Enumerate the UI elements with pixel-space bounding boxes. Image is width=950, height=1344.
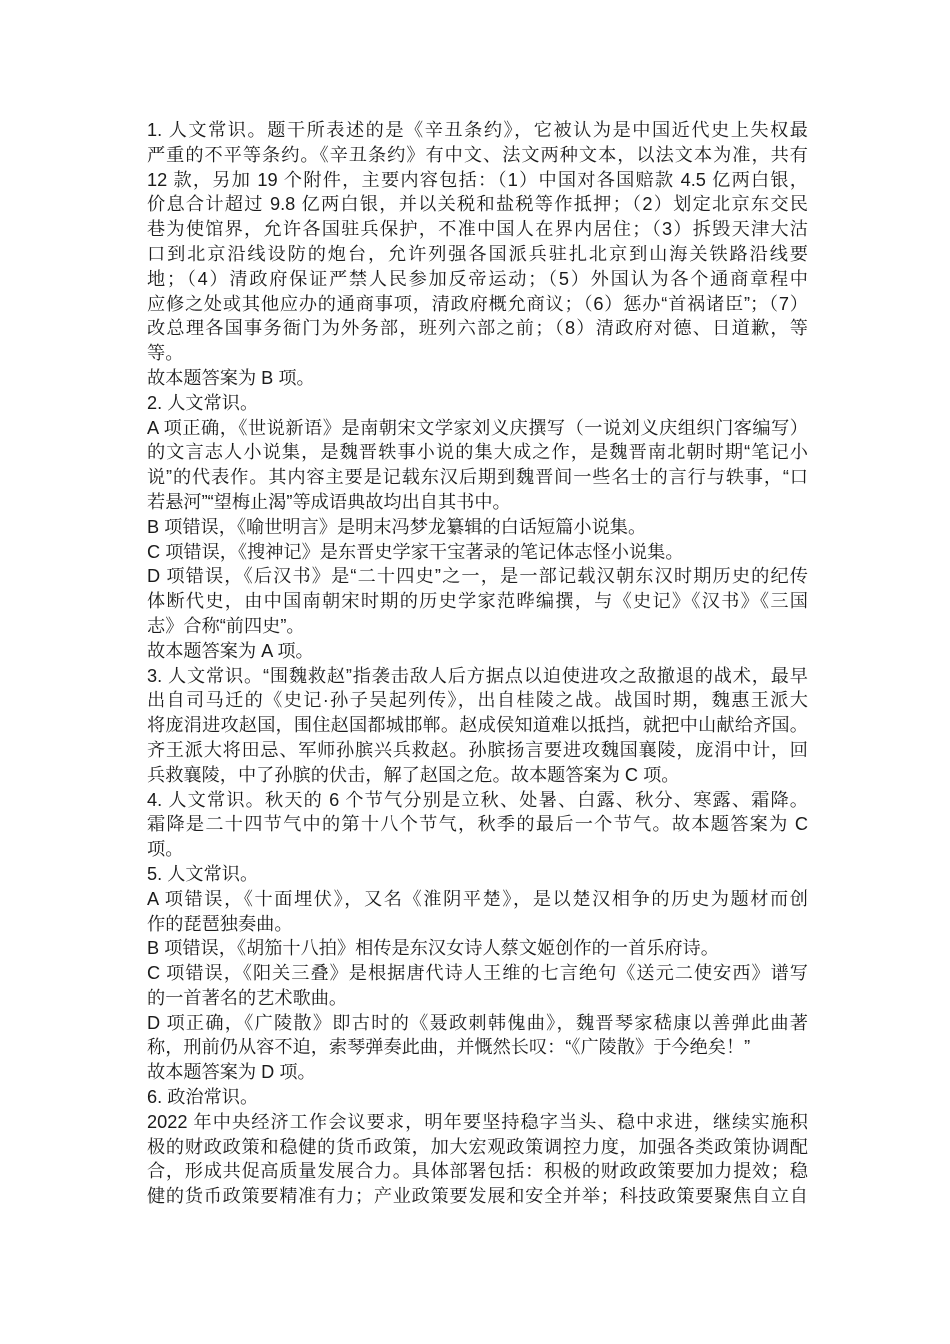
paragraph-16 bbox=[147, 1060, 808, 1085]
text-line: 2022 年中央经济工作会议要求，明年要坚持稳字当头、稳中求进，继续实施积 bbox=[147, 1111, 808, 1132]
text-line: 志》合称“前四史”。 bbox=[147, 615, 305, 636]
paragraph-6 bbox=[147, 540, 808, 565]
text-line: C 项错误，《阳关三叠》是根据唐代诗人王维的七言绝句《送元二使安西》谱写 bbox=[147, 963, 808, 984]
paragraph-7 bbox=[147, 564, 808, 638]
text-line: A 项正确，《世说新语》是南朝宋文学家刘义庆撰写（一说刘义庆组织门客编写） bbox=[147, 417, 808, 438]
text-line: 故本题答案为 A 项。 bbox=[147, 640, 314, 661]
document-body bbox=[147, 118, 808, 1209]
text-line: 的一首著名的艺术歌曲。 bbox=[147, 987, 348, 1008]
text-line: 改总理各国事务衙门为外务部，班列六部之前；（8）清政府对德、日道歉，等 bbox=[147, 318, 808, 339]
paragraph-9 bbox=[147, 664, 808, 788]
text-line: 5. 人文常识。 bbox=[147, 863, 259, 884]
paragraph-10 bbox=[147, 788, 808, 862]
text-line: 健的货币政策要精准有力；产业政策要发展和安全并举；科技政策要聚焦自立自 bbox=[147, 1186, 808, 1207]
text-line: 3. 人文常识。“围魏救赵”指袭击敌人后方据点以迫使进攻之敌撤退的战术，最早 bbox=[147, 665, 808, 686]
text-line: 巷为使馆界，允许各国驻兵保护，不准中国人在界内居住；（3）拆毁天津大沽 bbox=[147, 219, 808, 240]
text-line: 的文言志人小说集，是魏晋轶事小说的集大成之作，是魏晋南北朝时期“笔记小 bbox=[147, 442, 808, 463]
text-line: B 项错误，《喻世明言》是明末冯梦龙纂辑的白话短篇小说集。 bbox=[147, 516, 647, 537]
text-line: 说”的代表作。其内容主要是记载东汉后期到魏晋间一些名士的言行与轶事，“口 bbox=[147, 467, 808, 488]
text-line: 兵救襄陵，中了孙膑的伏击，解了赵国之危。故本题答案为 C 项。 bbox=[147, 764, 680, 785]
paragraph-2 bbox=[147, 366, 808, 391]
text-line: 称，刑前仍从容不迫，索琴弹奏此曲，并慨然长叹：“《广陵散》于今绝矣！” bbox=[147, 1037, 751, 1058]
text-line: 齐王派大将田忌、军师孙膑兴兵救赵。孙膑扬言要进攻魏国襄陵，庞涓中计，回 bbox=[147, 739, 808, 760]
paragraph-13 bbox=[147, 936, 808, 961]
text-line: A 项错误，《十面埋伏》，又名《淮阴平楚》，是以楚汉相争的历史为题材而创 bbox=[147, 888, 808, 909]
paragraph-8 bbox=[147, 639, 808, 664]
text-line: 1. 人文常识。题干所表述的是《辛丑条约》，它被认为是中国近代史上失权最 bbox=[147, 120, 808, 140]
text-line: D 项正确，《广陵散》即古时的《聂政刺韩傀曲》，魏晋琴家嵇康以善弹此曲著 bbox=[147, 1012, 808, 1033]
text-line: 价息合计超过 9.8 亿两白银，并以关税和盐税等作抵押；（2）划定北京东交民 bbox=[147, 194, 808, 215]
text-line: 严重的不平等条约。《辛丑条约》有中文、法文两种文本，以法文本为准，共有 bbox=[147, 144, 808, 165]
text-line: 出自司马迁的《史记·孙子吴起列传》，出自桂陵之战。战国时期，魏惠王派大 bbox=[147, 690, 808, 711]
paragraph-18 bbox=[147, 1110, 808, 1209]
text-line: 霜降是二十四节气中的第十八个节气，秋季的最后一个节气。故本题答案为 C bbox=[147, 814, 808, 835]
text-line: 应修之处或其他应办的通商事项，清政府概允商议；（6）惩办“首祸诸臣”；（7） bbox=[147, 293, 808, 314]
paragraph-5 bbox=[147, 515, 808, 540]
paragraph-4 bbox=[147, 416, 808, 515]
text-line: 项。 bbox=[147, 839, 184, 860]
paragraph-15 bbox=[147, 1011, 808, 1061]
text-line: 若悬河”“望梅止渴”等成语典故均出自其书中。 bbox=[147, 491, 511, 512]
paragraph-1 bbox=[147, 118, 808, 366]
paragraph-12 bbox=[147, 887, 808, 937]
text-line: 12 款，另加 19 个附件，主要内容包括：（1）中国对各国赔款 4.5 亿两白银， bbox=[147, 169, 808, 190]
text-line: 作的琵琶独奏曲。 bbox=[147, 913, 293, 934]
text-line: 2. 人文常识。 bbox=[147, 392, 259, 413]
text-line: 合，形成共促高质量发展合力。具体部署包括：积极的财政政策要加力提效；稳 bbox=[147, 1161, 808, 1182]
paragraph-3 bbox=[147, 391, 808, 416]
text-line: 故本题答案为 D 项。 bbox=[147, 1062, 316, 1083]
text-line: 地；（4）清政府保证严禁人民参加反帝运动；（5）外国认为各个通商章程中 bbox=[147, 268, 808, 289]
text-line: C 项错误，《搜神记》是东晋史学家干宝著录的笔记体志怪小说集。 bbox=[147, 541, 684, 562]
paragraph-11 bbox=[147, 862, 808, 887]
text-line: 4. 人文常识。秋天的 6 个节气分别是立秋、处暑、白露、秋分、寒露、霜降。 bbox=[147, 789, 808, 810]
text-line: 6. 政治常识。 bbox=[147, 1087, 259, 1108]
text-line: 将庞涓进攻赵国，围住赵国都城邯郸。赵成侯知道难以抵挡，就把中山献给齐国。 bbox=[147, 715, 808, 736]
text-line: 等。 bbox=[147, 343, 184, 364]
text-line: 体断代史，由中国南朝宋时期的历史学家范晔编撰，与《史记》《汉书》《三国 bbox=[147, 591, 808, 612]
text-line: B 项错误，《胡笳十八拍》相传是东汉女诗人蔡文姬创作的一首乐府诗。 bbox=[147, 938, 719, 959]
paragraph-14 bbox=[147, 961, 808, 1011]
paragraph-17 bbox=[147, 1085, 808, 1110]
text-line: D 项错误，《后汉书》是“二十四史”之一，是一部记载汉朝东汉时期历史的纪传 bbox=[147, 566, 808, 587]
text-line: 故本题答案为 B 项。 bbox=[147, 367, 315, 388]
text-line: 极的财政政策和稳健的货币政策，加大宏观政策调控力度，加强各类政策协调配 bbox=[147, 1136, 808, 1157]
text-line: 口到北京沿线设防的炮台，允许列强各国派兵驻扎北京到山海关铁路沿线要 bbox=[147, 243, 808, 264]
